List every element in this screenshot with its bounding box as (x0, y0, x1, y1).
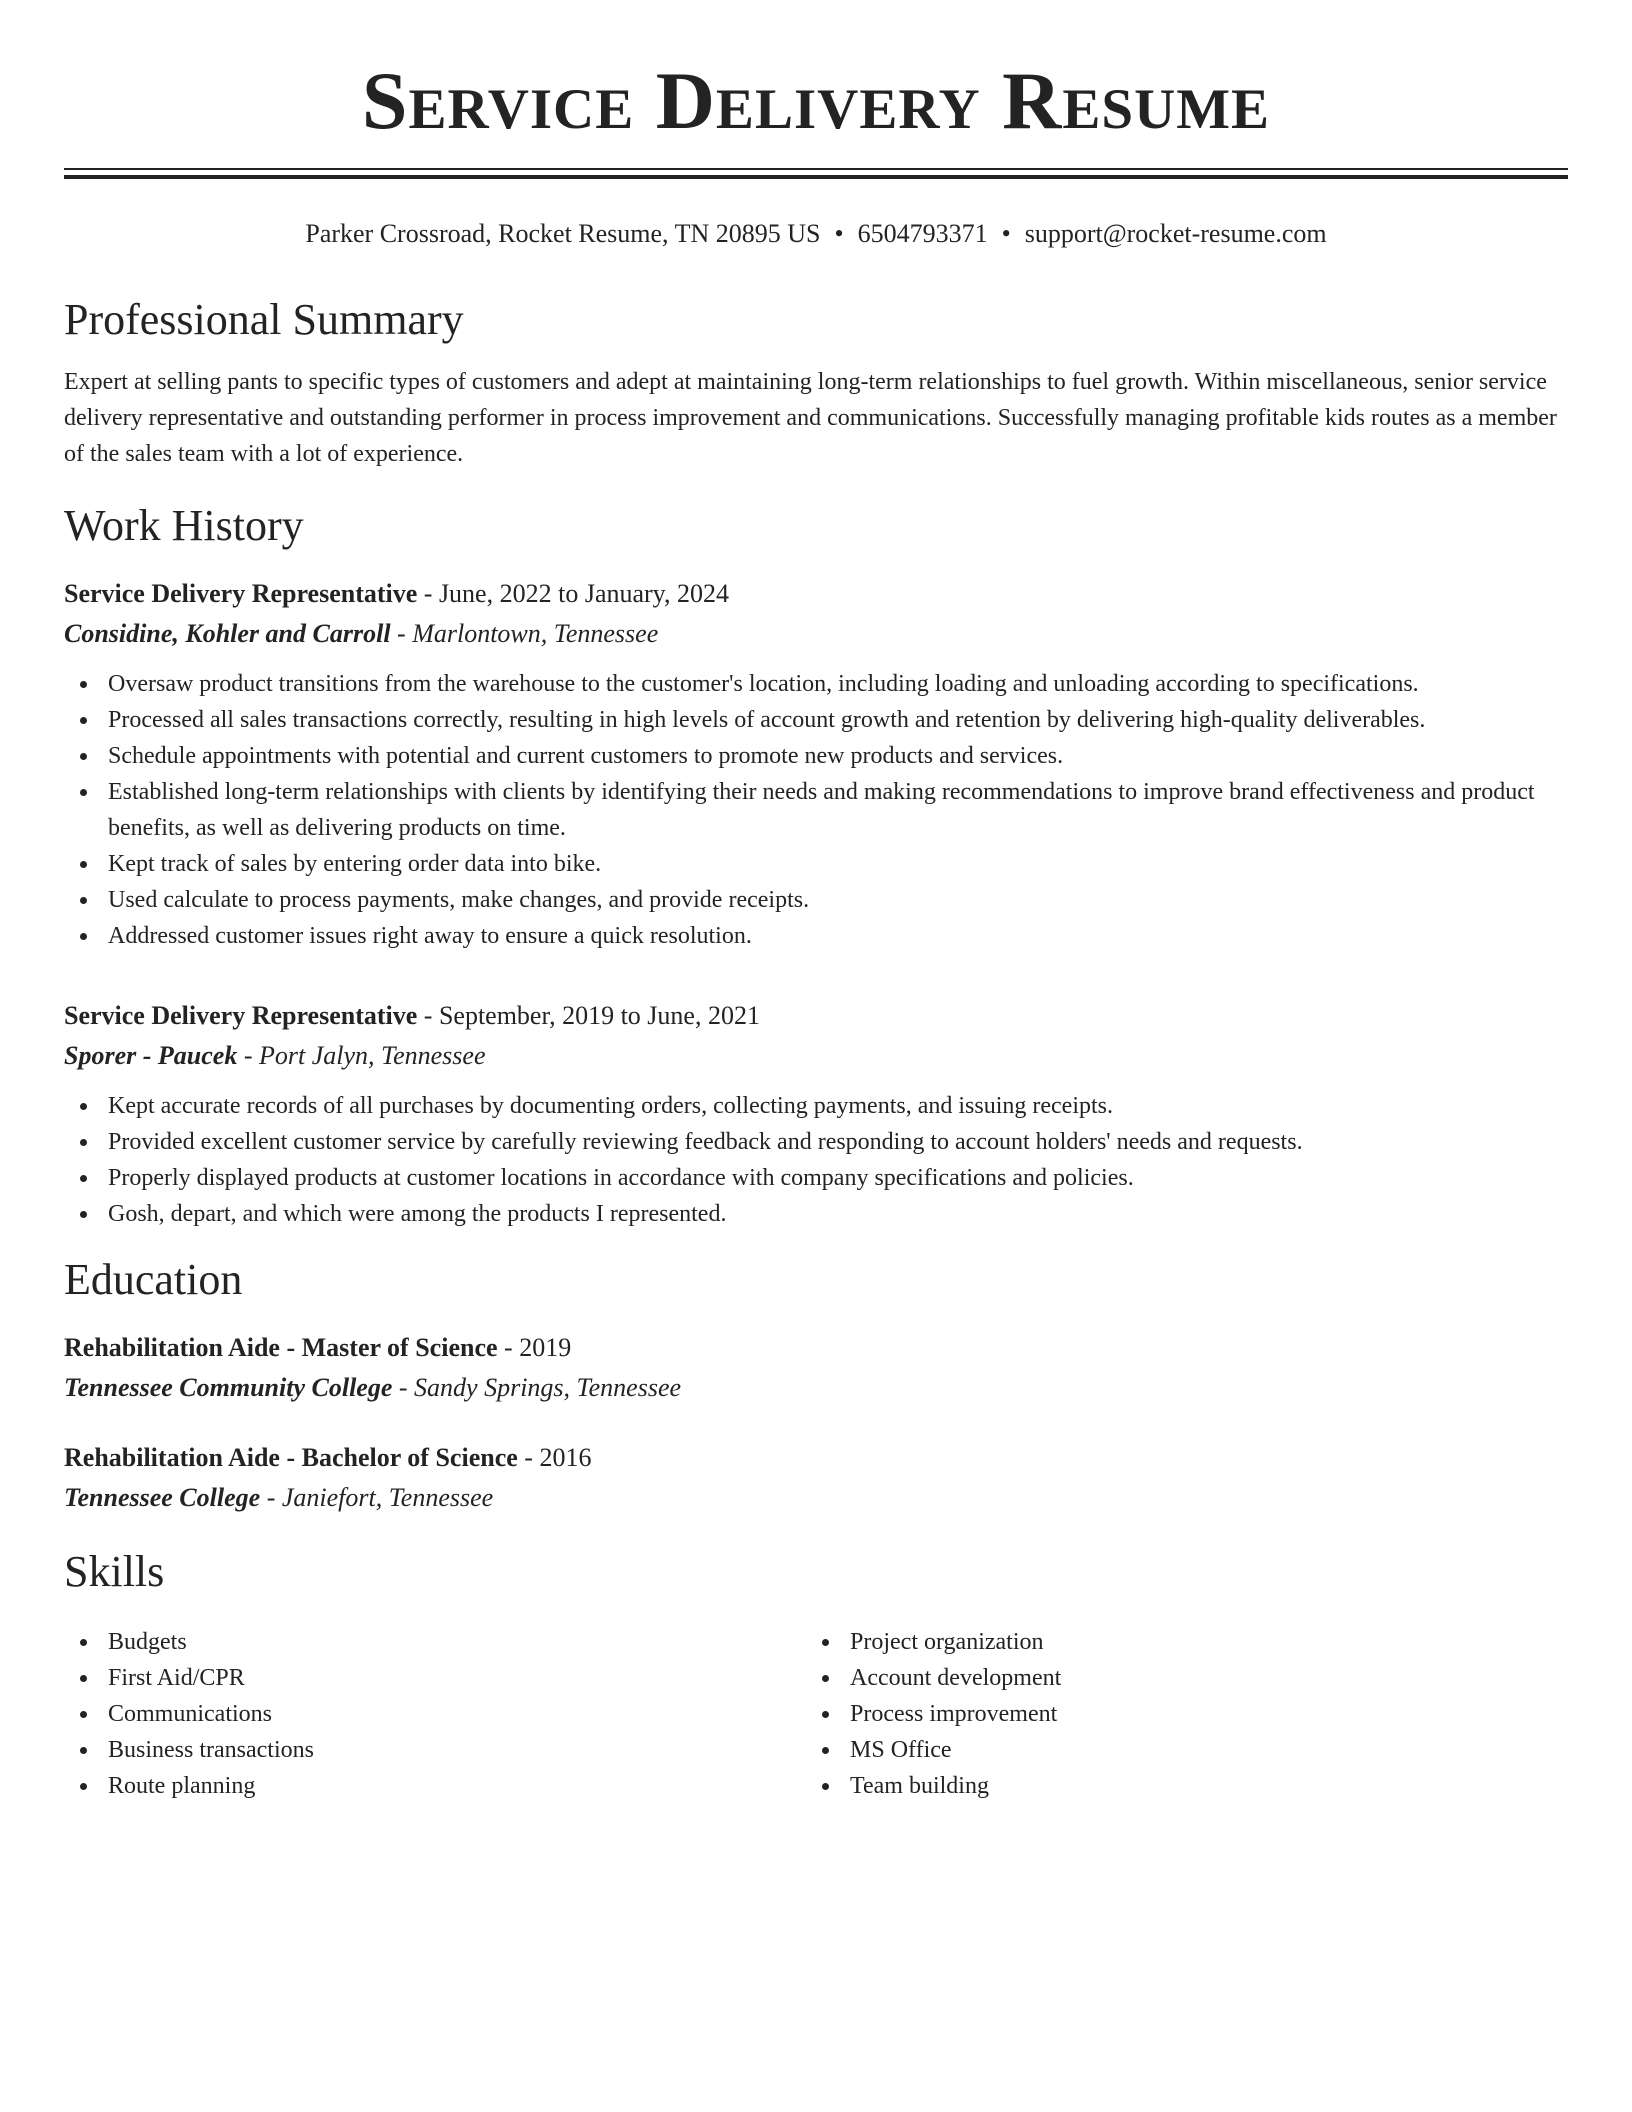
contact-separator: • (1001, 219, 1011, 248)
school: Tennessee Community College (64, 1373, 393, 1402)
skill-item: Process improvement (806, 1696, 1548, 1732)
job-company: Sporer - Paucek (64, 1041, 238, 1070)
job-bullets (64, 1088, 1568, 1232)
job-dates: - June, 2022 to January, 2024 (417, 579, 729, 608)
resume-title: Service Delivery Resume (361, 55, 1271, 146)
job-location: - Port Jalyn, Tennessee (237, 1041, 486, 1070)
rule-thick (64, 175, 1568, 179)
education-heading: Education (64, 1255, 243, 1304)
title-double-rule (64, 156, 1568, 170)
summary-text: Expert at selling pants to specific types of customers and adept at maintaining long-term relationships to fuel growth. Within miscellaneous, senior service delivery representative and outstanding performer in process improvement and communications. Successfully managing profitable kids routes as a member of the sales team with a lot of experience. (64, 369, 1557, 467)
degree: Rehabilitation Aide - Master of Science (64, 1333, 498, 1362)
job-entry (64, 574, 1568, 954)
school: Tennessee College (64, 1483, 261, 1512)
list-item: Properly displayed products at customer locations in accordance with company specifications and policies. (64, 1160, 1568, 1196)
skill-item: Business transactions (64, 1732, 806, 1768)
list-item: Kept track of sales by entering order data into bike. (64, 846, 1568, 882)
job-dates: - September, 2019 to June, 2021 (417, 1001, 760, 1030)
contact-phone: 6504793371 (857, 219, 988, 248)
skill-item: Project organization (806, 1624, 1548, 1660)
contact-email: support@rocket-resume.com (1024, 219, 1327, 248)
contact-line (64, 218, 1568, 250)
job-title-line (64, 996, 1568, 1036)
skill-item: First Aid/CPR (64, 1660, 806, 1696)
skills-heading: Skills (64, 1547, 165, 1596)
degree-line (64, 1438, 1568, 1478)
school-line (64, 1478, 1568, 1518)
skill-item: Team building (806, 1768, 1548, 1804)
education-section (64, 1254, 1568, 1518)
school-location: - Janiefort, Tennessee (260, 1483, 494, 1512)
contact-address: Parker Crossroad, Rocket Resume, TN 20895 US (305, 219, 821, 248)
degree: Rehabilitation Aide - Bachelor of Science (64, 1443, 518, 1472)
list-item: Processed all sales transactions correctly, resulting in high levels of account growth and retention by delivering high-quality deliverables. (64, 702, 1568, 738)
job-title: Service Delivery Representative (64, 579, 418, 608)
job-company-line (64, 1036, 1568, 1076)
school-location: - Sandy Springs, Tennessee (392, 1373, 682, 1402)
job-bullets (64, 666, 1568, 954)
skills-left-column (64, 1624, 806, 1804)
job-title: Service Delivery Representative (64, 1001, 418, 1030)
list-item: Addressed customer issues right away to ensure a quick resolution. (64, 918, 1568, 954)
list-item: Schedule appointments with potential and current customers to promote new products and services. (64, 738, 1568, 774)
education-entry (64, 1438, 1568, 1518)
skill-item: MS Office (806, 1732, 1548, 1768)
job-company-line (64, 614, 1568, 654)
list-item: Kept accurate records of all purchases by documenting orders, collecting payments, and issuing receipts. (64, 1088, 1568, 1124)
skills-right-column (806, 1624, 1548, 1804)
job-company: Considine, Kohler and Carroll (64, 619, 391, 648)
degree-year: - 2019 (497, 1333, 572, 1362)
skills-section (64, 1546, 1568, 1804)
work-history-section (64, 500, 1568, 1232)
skill-item: Communications (64, 1696, 806, 1732)
work-history-heading: Work History (64, 501, 304, 550)
list-item: Provided excellent customer service by carefully reviewing feedback and responding to account holders' needs and requests. (64, 1124, 1568, 1160)
list-item: Established long-term relationships with clients by identifying their needs and making recommendations to improve brand effectiveness and product benefits, as well as delivering products on time. (64, 774, 1568, 846)
job-location: - Marlontown, Tennessee (390, 619, 659, 648)
list-item: Used calculate to process payments, make changes, and provide receipts. (64, 882, 1568, 918)
degree-line (64, 1328, 1568, 1368)
job-title-line (64, 574, 1568, 614)
education-entry (64, 1328, 1568, 1408)
skill-item: Budgets (64, 1624, 806, 1660)
list-item: Oversaw product transitions from the warehouse to the customer's location, including loading and unloading according to specifications. (64, 666, 1568, 702)
school-line (64, 1368, 1568, 1408)
degree-year: - 2016 (517, 1443, 592, 1472)
job-entry (64, 996, 1568, 1232)
skill-item: Route planning (64, 1768, 806, 1804)
summary-heading: Professional Summary (64, 295, 464, 344)
summary-section (64, 294, 1568, 472)
contact-separator: • (834, 219, 844, 248)
skills-columns (64, 1612, 1568, 1804)
list-item: Gosh, depart, and which were among the products I represented. (64, 1196, 1568, 1232)
rule-thin (64, 168, 1568, 170)
skill-item: Account development (806, 1660, 1548, 1696)
